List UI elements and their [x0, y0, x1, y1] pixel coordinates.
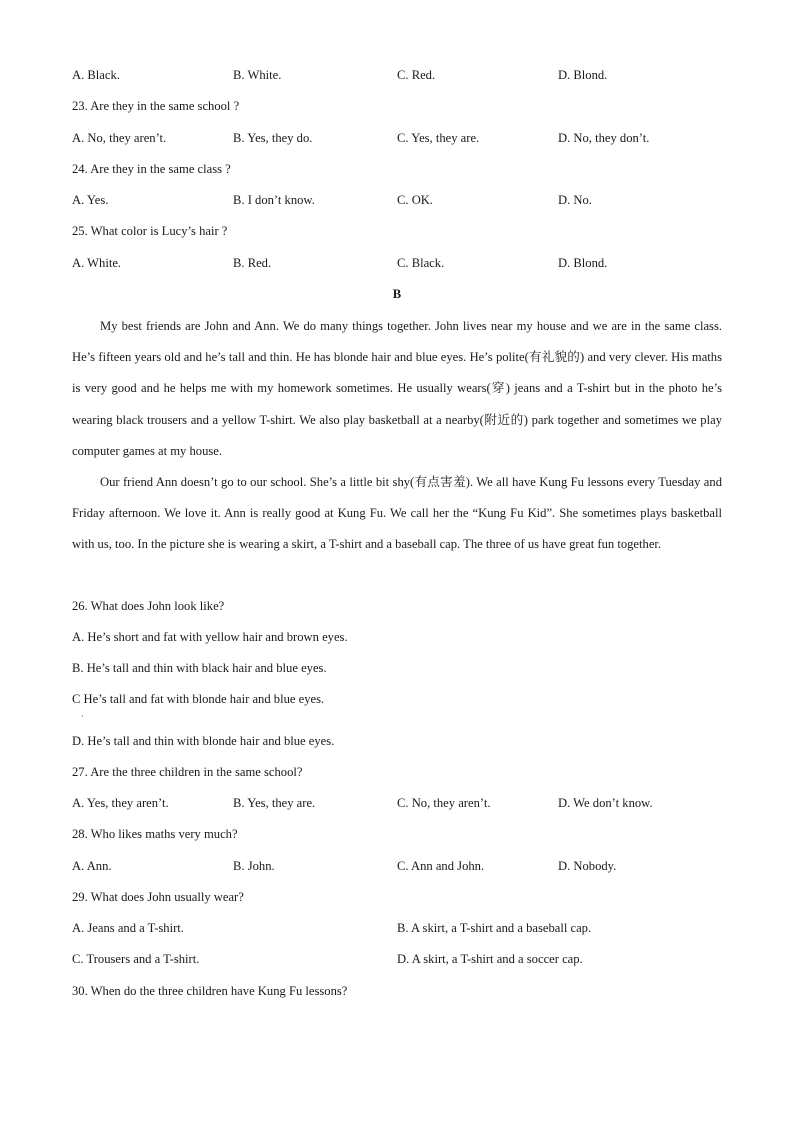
q29-question: 29. What does John usually wear? [72, 890, 244, 904]
q24-option-b: B. I don’t know. [233, 193, 315, 207]
q27-option-a: A. Yes, they aren’t. [72, 796, 169, 810]
q30-question: 30. When do the three children have Kung Fu lessons? [72, 984, 348, 998]
q24-option-a: A. Yes. [72, 193, 109, 207]
q28-option-c: C. Ann and John. [397, 859, 485, 873]
q27-option-c: C. No, they aren’t. [397, 796, 491, 810]
q26-option-b: B. He’s tall and thin with black hair and blue eyes. [72, 661, 327, 675]
q24-option-c: C. OK. [397, 193, 434, 207]
q25-option-a: A. White. [72, 256, 122, 270]
q23-option-b: B. Yes, they do. [233, 131, 313, 145]
section-heading: B [392, 287, 402, 301]
q27-question: 27. Are the three children in the same school? [72, 765, 303, 779]
q25-option-d: D. Blond. [558, 256, 608, 270]
q23-question: 23. Are they in the same school ? [72, 99, 240, 113]
q26-option-d: D. He’s tall and thin with blonde hair and blue eyes. [72, 734, 335, 748]
q27-option-b: B. Yes, they are. [233, 796, 316, 810]
q22-option-b: B. White. [233, 68, 282, 82]
q22-option-a: A. Black. [72, 68, 120, 82]
q22-option-d: D. Blond. [558, 68, 608, 82]
passage-paragraph-2: Our friend Ann doesn’t go to our school. She’s a little bit shy(有点害羞). We all have Kung Fu lessons every Tuesday and Friday afternoon. We love it. Ann is really good at Kung Fu. We call her the “Kung Fu Kid”. She sometimes plays basketball with us, too. In the picture she is wearing a skirt, a T-shirt and a baseball cap. The three of us have great fun together. [72, 475, 722, 552]
q29-option-a: A. Jeans and a T-shirt. [72, 921, 184, 935]
q29-option-d: D. A skirt, a T-shirt and a soccer cap. [397, 952, 583, 966]
q23-option-c: C. Yes, they are. [397, 131, 480, 145]
q28-option-b: B. John. [233, 859, 275, 873]
q25-option-b: B. Red. [233, 256, 272, 270]
q27-option-d: D. We don’t know. [558, 796, 653, 810]
q25-question: 25. What color is Lucy’s hair ? [72, 224, 228, 238]
q26-option-a: A. He’s short and fat with yellow hair and brown eyes. [72, 630, 348, 644]
q23-option-d: D. No, they don’t. [558, 131, 650, 145]
q28-option-d: D. Nobody. [558, 859, 617, 873]
passage-paragraph-1: My best friends are John and Ann. We do many things together. John lives near my house and we are in the same class. He’s fifteen years old and he’s tall and thin. He has blonde hair and blue eyes. He’s polite(有礼貌的) and very clever. His maths is very good and he helps me with my homework sometimes. He usually wears(穿) jeans and a T-shirt but in the photo he’s wearing black trousers and a yellow T-shirt. We also play basketball at a nearby(附近的) park together and sometimes we play computer games at my house. [72, 319, 722, 458]
q29-option-c: C. Trousers and a T-shirt. [72, 952, 200, 966]
q26-option-c: C He’s tall and fat with blonde hair and blue eyes. [72, 692, 325, 706]
q22-option-c: C. Red. [397, 68, 436, 82]
q24-option-d: D. No. [558, 193, 592, 207]
q28-question: 28. Who likes maths very much? [72, 827, 238, 841]
q28-option-a: A. Ann. [72, 859, 112, 873]
q24-question: 24. Are they in the same class ? [72, 162, 231, 176]
q23-option-a: A. No, they aren’t. [72, 131, 167, 145]
q29-option-b: B. A skirt, a T-shirt and a baseball cap. [397, 921, 592, 935]
q25-option-c: C. Black. [397, 256, 445, 270]
stray-dot-mark: · [81, 712, 84, 721]
q26-question: 26. What does John look like? [72, 599, 225, 613]
